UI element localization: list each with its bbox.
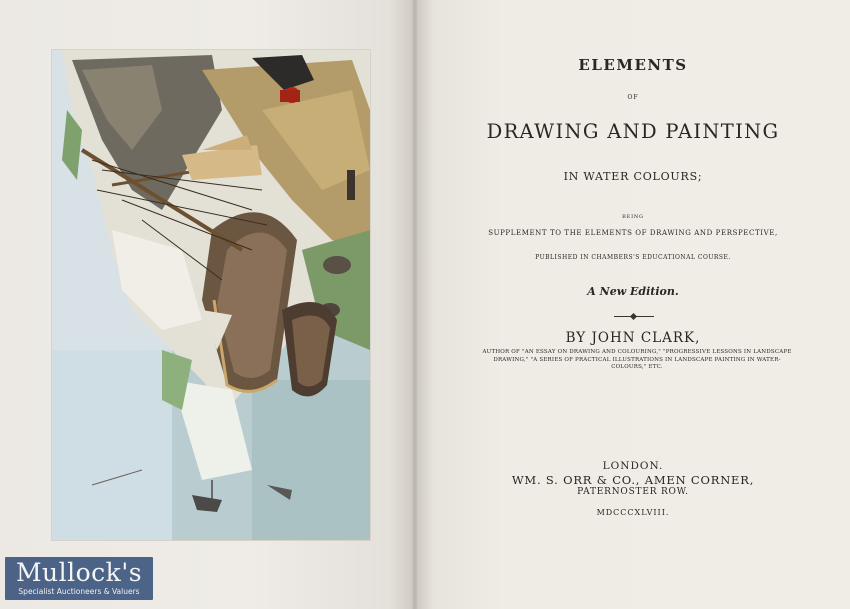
imprint-city: LONDON. [602,460,664,472]
imprint-date: MDCCCXLVIII. [596,508,670,517]
title-elements: ELEMENTS [578,56,688,74]
author-line: BY JOHN CLARK, [565,330,701,346]
ornament-rule [614,316,654,317]
auction-watermark [5,557,153,600]
supplement-text: SUPPLEMENT TO THE ELEMENTS OF DRAWING AND PERSPECTIVE, [488,229,778,237]
watermark-name: Mullock's [15,558,143,587]
title-of: OF [627,94,639,101]
published-text: PUBLISHED IN CHAMBERS'S EDUCATIONAL COURSE. [535,254,731,261]
watermark-tagline: Specialist Auctioneers & Valuers [18,587,140,596]
frontispiece-illustration [52,50,370,540]
being-text: BEING [622,214,644,220]
imprint-address: PATERNOSTER ROW. [577,487,689,497]
main-title: DRAWING AND PAINTING [486,120,780,143]
subtitle: IN WATER COLOURS; [563,170,703,183]
imprint-publisher: WM. S. ORR & CO., AMEN CORNER, [511,473,755,487]
title-page [416,0,850,609]
book-gutter [412,0,418,609]
author-credentials: AUTHOR OF "AN ESSAY ON DRAWING AND COLOURING," "PROGRESSIVE LESSONS IN LANDSCAPE DRAWING," "A SERIES OF PRACTICAL ILLUSTRATIONS IN LANDSCAPE PAINTING IN WATER-COLOURS," ETC. [482,349,792,370]
edition-text: A New Edition. [587,285,679,298]
